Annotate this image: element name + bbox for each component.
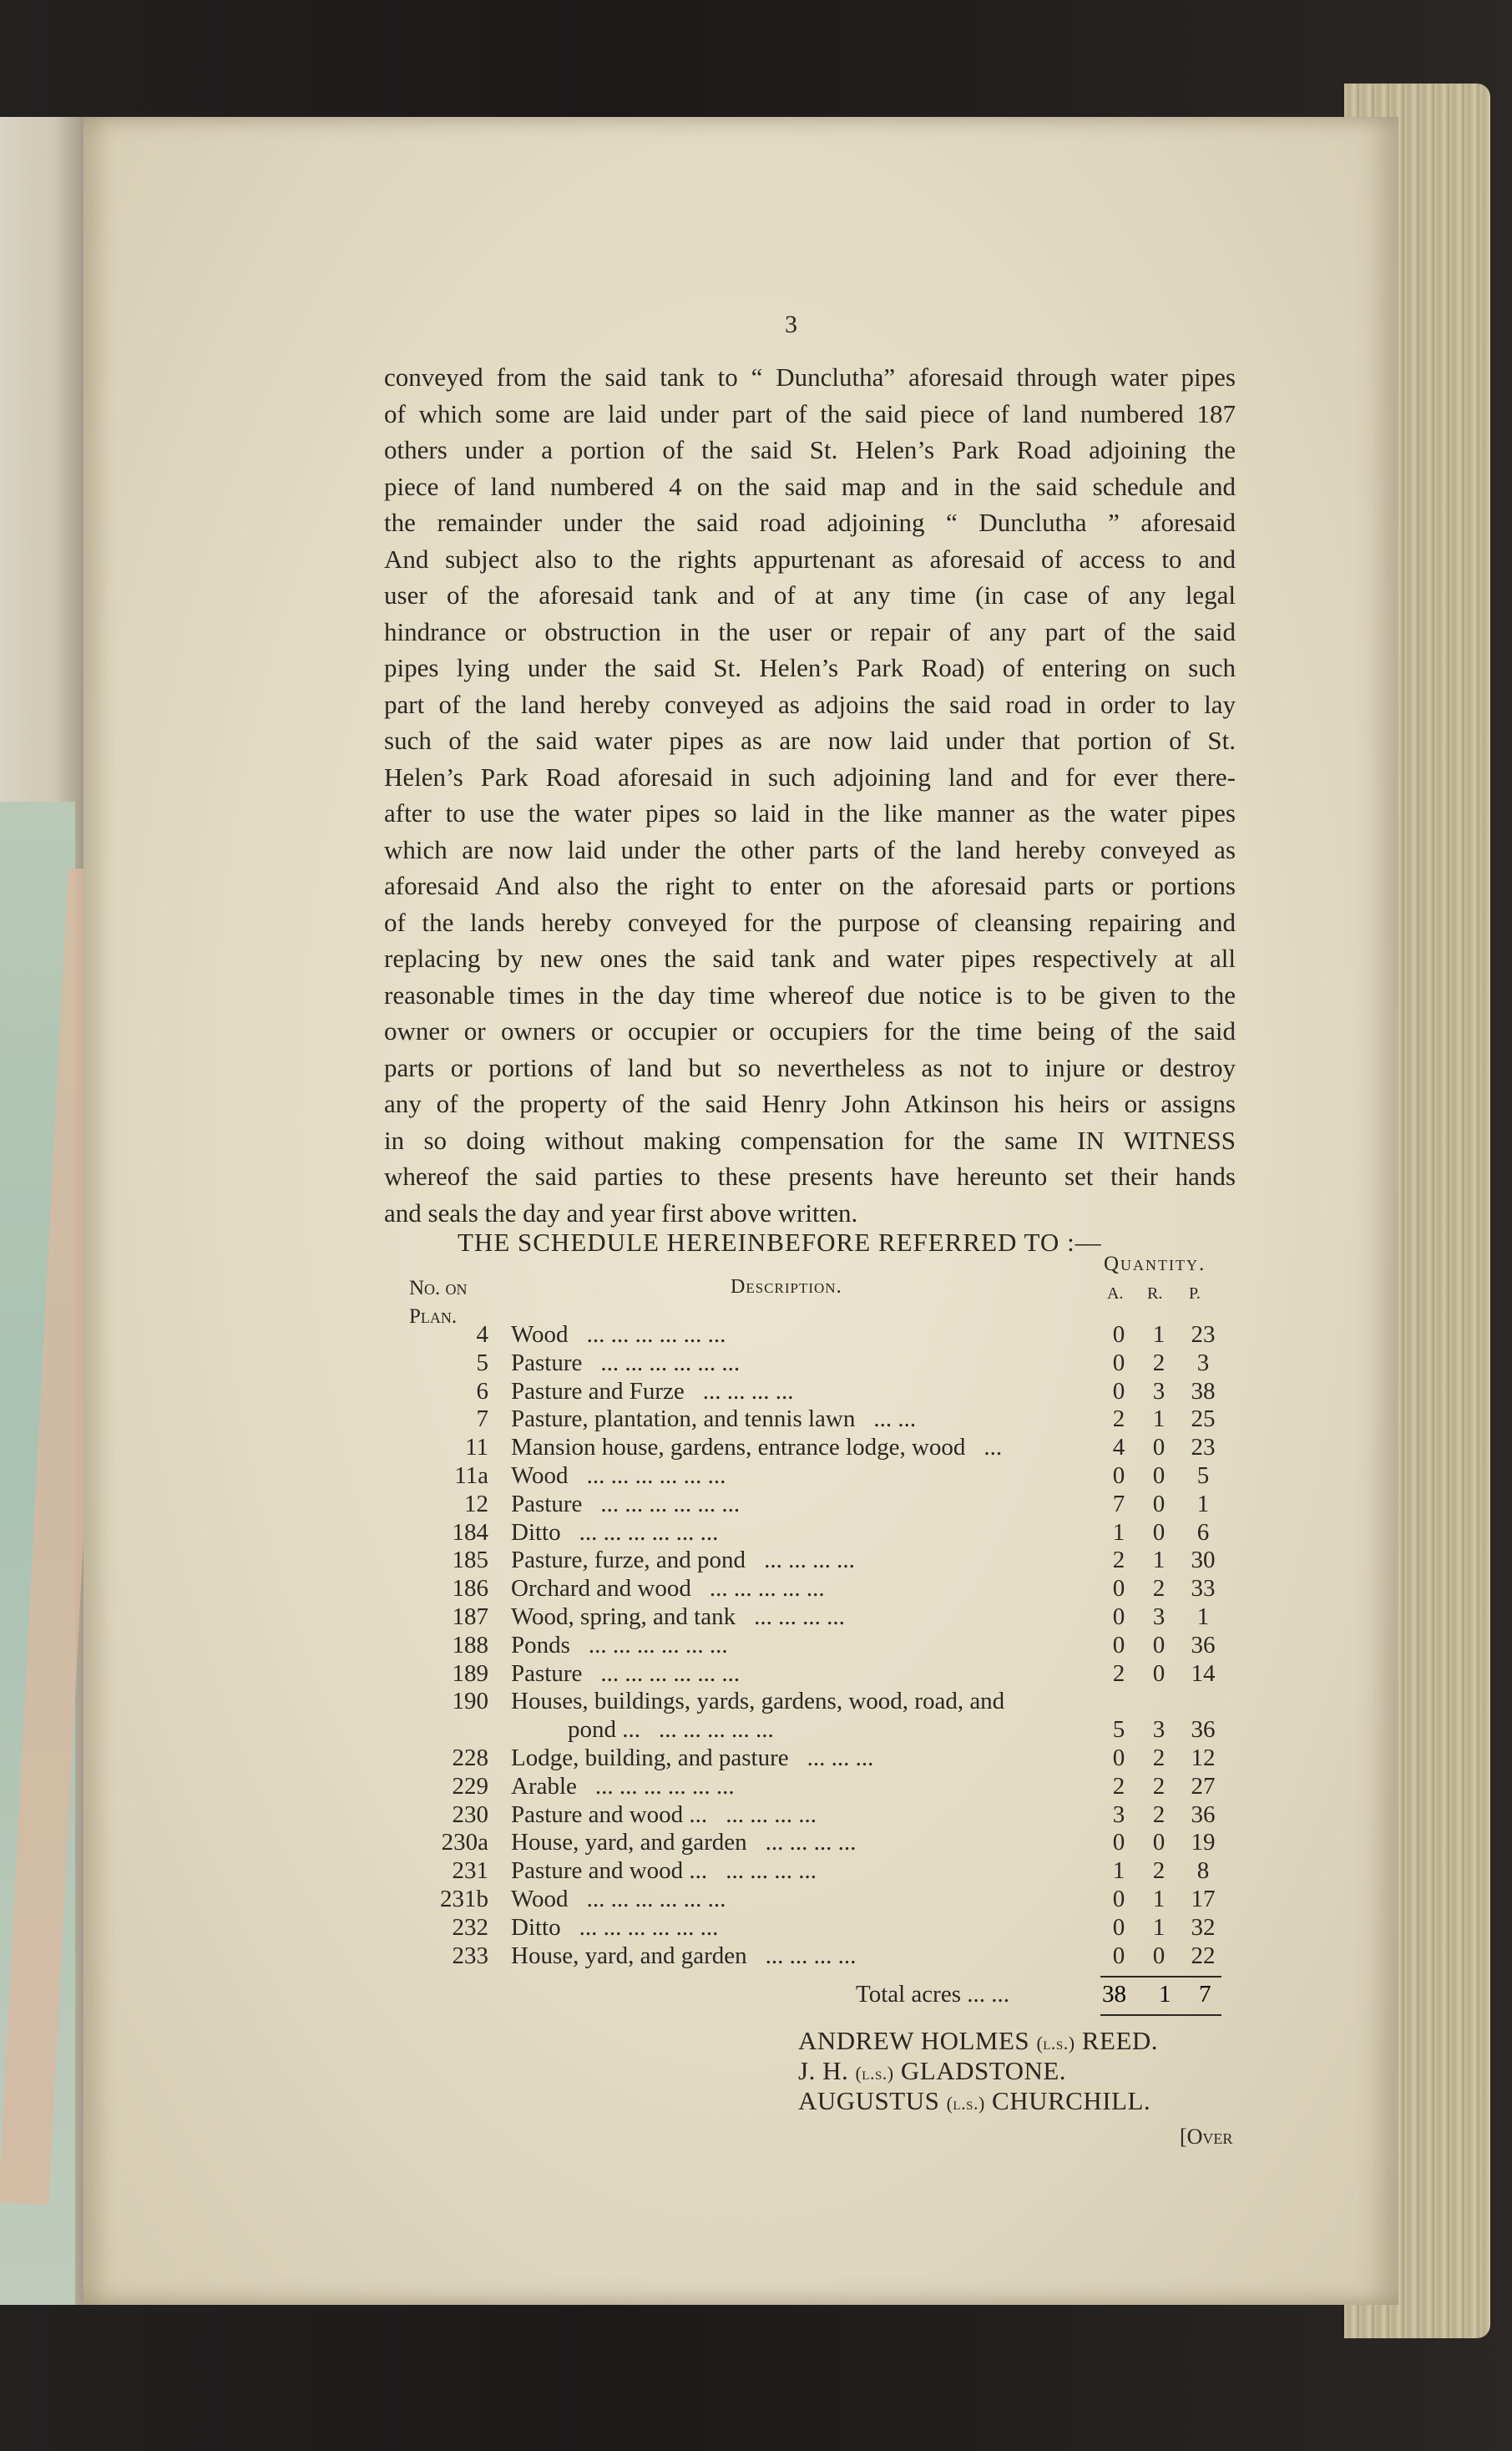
description-cell: [511, 1942, 856, 1970]
plan-number-cell: 185: [452, 1547, 488, 1574]
description-cell: [511, 1632, 728, 1659]
description-cell: [511, 1660, 740, 1688]
signatory-surname: REED.: [1081, 2026, 1159, 2055]
description-header: Description.: [731, 1276, 842, 1298]
description-text: Mansion house, gardens, entrance lodge, wood: [511, 1434, 966, 1461]
table-row: [417, 1801, 1252, 1830]
plan-number-cell: 188: [452, 1631, 488, 1658]
signature-line: [798, 2026, 1158, 2056]
description-text: Wood: [511, 1462, 569, 1489]
description-cell: [511, 1886, 726, 1913]
perches-cell: 17: [1191, 1886, 1216, 1912]
perches-cell: 23: [1191, 1434, 1216, 1461]
table-row: [417, 1886, 1252, 1914]
roods-cell: 2: [1152, 1800, 1166, 1828]
perches-cell: 33: [1191, 1575, 1216, 1603]
description-cell: [511, 1575, 825, 1603]
roods-cell: 1: [1152, 1321, 1166, 1348]
body-line: whereof the said parties to these presents have hereunto set their hands: [384, 1162, 1236, 1191]
body-line: conveyed from the said tank to “ Dunclutha” aforesaid through water pipes: [384, 362, 1236, 392]
leader-dots: ... ... ... ... ... ...: [586, 1321, 726, 1348]
description-text: Pasture: [511, 1349, 583, 1376]
body-line: such of the said water pipes as are now laid under that portion of St.: [384, 726, 1236, 755]
plan-number-header-line2: Plan.: [409, 1305, 458, 1328]
catchword: [Over: [1180, 2124, 1233, 2149]
signature-line: [798, 2056, 1066, 2086]
total-perches-value: 7: [1199, 1981, 1211, 2008]
roods-cell: 2: [1152, 1772, 1166, 1800]
perches-cell: 38: [1191, 1377, 1216, 1405]
description-cell: [568, 1716, 774, 1744]
perches-cell: 14: [1191, 1659, 1216, 1687]
body-line: Helen’s Park Road aforesaid in such adjoining land and for ever there-: [384, 762, 1236, 792]
plan-number-cell: 12: [464, 1490, 488, 1517]
table-row: [417, 1745, 1252, 1773]
body-line: others under a portion of the said St. Helen’s Park Road adjoining the: [384, 435, 1236, 464]
acres-cell: 0: [1112, 1321, 1125, 1348]
perches-cell: 30: [1191, 1547, 1216, 1574]
description-cell: [511, 1745, 873, 1772]
table-row: [417, 1405, 1252, 1434]
plan-number-cell: 229: [452, 1772, 488, 1800]
body-line: pipes lying under the said St. Helen’s Park Road) of entering on such: [384, 653, 1236, 682]
perches-cell: 22: [1191, 1942, 1216, 1969]
perches-cell: 36: [1191, 1631, 1216, 1658]
plan-number-cell: 187: [452, 1603, 488, 1630]
body-line: the remainder under the said road adjoining “ Dunclutha ” aforesaid: [384, 508, 1236, 537]
signatory-surname: CHURCHILL.: [992, 2086, 1151, 2115]
acres-cell: 0: [1112, 1886, 1125, 1912]
acres-header: A.: [1107, 1284, 1124, 1303]
plan-number-cell: 184: [452, 1518, 488, 1546]
description-text: Wood: [511, 1321, 569, 1348]
perches-cell: 32: [1191, 1913, 1216, 1941]
body-line: of which some are laid under part of the said piece of land numbered 187: [384, 398, 1236, 428]
plan-number-cell: 231: [452, 1857, 488, 1885]
roods-cell: 1: [1152, 1405, 1166, 1433]
seal-mark: (l.s.): [1036, 2033, 1075, 2053]
acres-cell: 0: [1112, 1829, 1125, 1856]
signatory-name: AUGUSTUS: [798, 2086, 940, 2115]
perches-cell: 25: [1191, 1405, 1216, 1433]
description-cell: [511, 1405, 916, 1433]
perches-cell: 1: [1196, 1490, 1210, 1517]
description-text: Wood, spring, and tank: [511, 1603, 736, 1630]
plan-number-cell: 230: [452, 1800, 488, 1828]
perches-cell: 5: [1196, 1462, 1210, 1489]
description-text: Pasture and Furze: [511, 1377, 685, 1405]
body-line: parts or portions of land but so nevertheless as not to injure or destroy: [384, 1052, 1236, 1082]
table-row: [417, 1378, 1252, 1406]
acres-cell: 2: [1112, 1659, 1125, 1687]
description-text: House, yard, and garden: [511, 1942, 747, 1969]
body-line: which are now laid under the other parts of the land hereby conveyed as: [384, 834, 1236, 864]
leader-dots: ... ... ... ... ...: [659, 1716, 774, 1744]
acres-cell: 2: [1112, 1772, 1125, 1800]
table-row: [417, 1603, 1252, 1632]
description-text: Lodge, building, and pasture: [511, 1745, 789, 1771]
body-line: any of the property of the said Henry John Atkinson his heirs or assigns: [384, 1089, 1236, 1118]
description-text: Pasture, plantation, and tennis lawn: [511, 1405, 856, 1433]
roods-cell: 0: [1152, 1490, 1166, 1517]
roods-cell: 0: [1152, 1518, 1166, 1546]
perches-cell: 36: [1191, 1716, 1216, 1744]
table-row: [417, 1519, 1252, 1547]
body-line: piece of land numbered 4 on the said map and in the said schedule and: [384, 471, 1236, 501]
roods-cell: 0: [1152, 1434, 1166, 1461]
description-cell: [511, 1914, 718, 1942]
total-acres-value: 38: [1102, 1981, 1126, 2008]
leader-dots: ... ...: [873, 1405, 917, 1433]
plan-number-cell: 4: [476, 1321, 488, 1348]
description-text: Houses, buildings, yards, gardens, wood, road, and: [511, 1688, 1005, 1715]
acres-cell: 1: [1112, 1857, 1125, 1885]
body-line: part of the land hereby conveyed as adjoins the said road in order to lay: [384, 689, 1236, 719]
body-line: of the lands hereby conveyed for the purpose of cleansing repairing and: [384, 907, 1236, 937]
table-row: [417, 1632, 1252, 1660]
roods-cell: 1: [1152, 1913, 1166, 1941]
description-cell: [511, 1829, 856, 1856]
perches-cell: 1: [1196, 1603, 1210, 1630]
signatory-name: J. H.: [798, 2056, 849, 2085]
plan-number-header-line1: No. on: [409, 1277, 468, 1299]
description-cell: [511, 1688, 1023, 1715]
plan-number-cell: 233: [452, 1942, 488, 1969]
perches-cell: 23: [1191, 1321, 1216, 1348]
leader-dots: ... ... ... ...: [765, 1942, 857, 1969]
leader-dots: ... ... ... ...: [764, 1547, 855, 1574]
leader-dots: ... ... ... ...: [726, 1857, 817, 1885]
body-paragraph: [384, 359, 1236, 1231]
description-cell: [511, 1519, 718, 1547]
signatory-surname: GLADSTONE.: [900, 2056, 1067, 2085]
leader-dots: ... ... ... ...: [754, 1603, 845, 1630]
seal-mark: (l.s.): [855, 2063, 894, 2084]
description-text: Orchard and wood: [511, 1575, 691, 1603]
roods-cell: 2: [1152, 1745, 1166, 1771]
roods-cell: 0: [1152, 1462, 1166, 1489]
plan-number-cell: 231b: [440, 1886, 488, 1912]
acres-cell: 0: [1112, 1631, 1125, 1658]
description-cell: [511, 1378, 794, 1405]
total-rule-bottom: [1100, 2014, 1221, 2016]
description-text: pond ...: [568, 1716, 640, 1744]
description-text: Pasture, furze, and pond: [511, 1547, 746, 1574]
table-row: [417, 1773, 1252, 1801]
acres-cell: 0: [1112, 1462, 1125, 1489]
body-line: after to use the water pipes so laid in the like manner as the water pipes: [384, 798, 1236, 828]
description-cell: [511, 1350, 740, 1377]
acres-cell: 0: [1112, 1942, 1125, 1969]
body-line: And subject also to the rights appurtenant as aforesaid of access to and: [384, 544, 1236, 574]
leader-dots: ... ... ... ... ... ...: [600, 1659, 741, 1687]
roods-header: R.: [1147, 1284, 1163, 1303]
acres-cell: 3: [1112, 1800, 1125, 1828]
table-row: [417, 1716, 1252, 1745]
body-line: hindrance or obstruction in the user or repair of any part of the said: [384, 616, 1236, 646]
table-row: [417, 1688, 1252, 1716]
body-line: aforesaid And also the right to enter on the aforesaid parts or portions: [384, 871, 1236, 900]
table-row: [417, 1942, 1252, 1971]
roods-cell: 0: [1152, 1631, 1166, 1658]
acres-cell: 0: [1112, 1575, 1125, 1603]
body-line: reasonable times in the day time whereof due notice is to be given to the: [384, 980, 1236, 1010]
description-text: Ponds: [511, 1631, 570, 1658]
table-row: [417, 1462, 1252, 1491]
plan-number-cell: 190: [452, 1688, 488, 1715]
description-text: Arable: [511, 1772, 577, 1800]
page-number: 3: [785, 311, 797, 338]
leader-dots: ... ... ... ... ... ...: [594, 1772, 735, 1800]
perches-cell: 36: [1191, 1800, 1216, 1828]
plan-number-cell: 11: [465, 1434, 488, 1461]
perches-cell: 6: [1196, 1518, 1210, 1546]
quantity-header: Quantity.: [1104, 1253, 1206, 1275]
leader-dots: ... ... ... ... ... ...: [588, 1631, 728, 1658]
plan-number-cell: 228: [452, 1745, 488, 1771]
leader-dots: ... ... ...: [807, 1745, 874, 1771]
plan-number-cell: 186: [452, 1575, 488, 1603]
leader-dots: ... ... ... ...: [765, 1829, 857, 1856]
acres-cell: 1: [1112, 1518, 1125, 1546]
body-line: user of the aforesaid tank and of at any time (in case of any legal: [384, 580, 1236, 610]
description-cell: [511, 1801, 817, 1829]
leader-dots: ... ... ... ... ... ...: [579, 1518, 719, 1546]
roods-cell: 3: [1152, 1377, 1166, 1405]
leader-dots: ... ... ... ... ... ...: [579, 1913, 719, 1941]
total-rule-top: [1100, 1976, 1221, 1978]
leader-dots: ... ... ... ... ... ...: [600, 1349, 741, 1376]
acres-cell: 0: [1112, 1377, 1125, 1405]
leader-dots: ... ... ... ... ...: [709, 1575, 825, 1603]
description-cell: [511, 1434, 1002, 1461]
perches-cell: 8: [1196, 1857, 1210, 1885]
description-cell: [511, 1547, 855, 1574]
perches-cell: 27: [1191, 1772, 1216, 1800]
plan-number-cell: 11a: [454, 1462, 488, 1489]
acres-cell: 5: [1112, 1716, 1125, 1744]
description-cell: [511, 1321, 726, 1349]
roods-cell: 2: [1152, 1857, 1166, 1885]
plan-number-cell: 6: [476, 1377, 488, 1405]
table-row: [417, 1660, 1252, 1689]
plan-number-cell: 5: [476, 1349, 488, 1376]
acres-cell: 2: [1112, 1547, 1125, 1574]
description-cell: [511, 1857, 817, 1885]
perches-cell: 19: [1191, 1829, 1216, 1856]
roods-cell: 0: [1152, 1942, 1166, 1969]
description-text: Wood: [511, 1886, 569, 1912]
roods-cell: 2: [1152, 1349, 1166, 1376]
acres-cell: 0: [1112, 1603, 1125, 1630]
leader-dots: ... ... ... ... ... ...: [586, 1886, 726, 1912]
body-line: in so doing without making compensation for the same IN WITNESS: [384, 1125, 1236, 1155]
leader-dots: ... ... ... ...: [702, 1377, 794, 1405]
total-roods-value: 1: [1159, 1981, 1171, 2008]
table-row: [417, 1857, 1252, 1886]
perches-header: P.: [1189, 1284, 1201, 1303]
body-line: and seals the day and year first above written.: [384, 1198, 858, 1228]
roods-cell: 3: [1152, 1603, 1166, 1630]
roods-cell: 3: [1152, 1716, 1166, 1744]
acres-cell: 7: [1112, 1490, 1125, 1517]
description-cell: [511, 1603, 845, 1631]
left-page-edge: [0, 117, 90, 2305]
acres-cell: 4: [1112, 1434, 1125, 1461]
leader-dots: ... ... ... ...: [726, 1800, 817, 1828]
table-row: [417, 1434, 1252, 1462]
table-row: [417, 1829, 1252, 1857]
leader-dots: ...: [984, 1434, 1003, 1461]
total-acres-label: Total acres ... ...: [856, 1981, 1009, 2008]
signatory-name: ANDREW HOLMES: [798, 2026, 1030, 2055]
acres-cell: 0: [1112, 1745, 1125, 1771]
perches-cell: 3: [1196, 1349, 1210, 1376]
description-text: Pasture: [511, 1490, 583, 1517]
perches-cell: 12: [1191, 1745, 1216, 1771]
acres-cell: 0: [1112, 1913, 1125, 1941]
schedule-title: THE SCHEDULE HEREINBEFORE REFERRED TO :—: [458, 1228, 1102, 1257]
table-row: [417, 1350, 1252, 1378]
acres-cell: 2: [1112, 1405, 1125, 1433]
roods-cell: 0: [1152, 1659, 1166, 1687]
body-line: owner or owners or occupier or occupiers for the time being of the said: [384, 1016, 1236, 1046]
roods-cell: 1: [1152, 1886, 1166, 1912]
description-text: Ditto: [511, 1913, 561, 1941]
roods-cell: 1: [1152, 1547, 1166, 1574]
description-text: Pasture and wood ...: [511, 1857, 708, 1885]
leader-dots: ... ... ... ... ... ...: [600, 1490, 741, 1517]
description-text: Pasture and wood ...: [511, 1800, 708, 1828]
acres-cell: 0: [1112, 1349, 1125, 1376]
seal-mark: (l.s.): [946, 2093, 985, 2114]
description-cell: [511, 1491, 740, 1518]
table-row: [417, 1575, 1252, 1603]
table-row: [417, 1547, 1252, 1575]
description-text: Ditto: [511, 1518, 561, 1546]
plan-number-cell: 230a: [441, 1829, 488, 1856]
table-row: [417, 1321, 1252, 1350]
description-cell: [511, 1462, 726, 1490]
roods-cell: 0: [1152, 1829, 1166, 1856]
description-cell: [511, 1773, 735, 1800]
leader-dots: ... ... ... ... ... ...: [586, 1462, 726, 1489]
body-line: replacing by new ones the said tank and water pipes respectively at all: [384, 944, 1236, 973]
roods-cell: 2: [1152, 1575, 1166, 1603]
plan-number-cell: 232: [452, 1913, 488, 1941]
description-text: House, yard, and garden: [511, 1829, 747, 1856]
description-text: Pasture: [511, 1659, 583, 1687]
signature-line: [798, 2086, 1150, 2116]
table-row: [417, 1914, 1252, 1942]
plan-number-cell: 7: [476, 1405, 488, 1433]
table-row: [417, 1491, 1252, 1519]
plan-number-cell: 189: [452, 1659, 488, 1687]
